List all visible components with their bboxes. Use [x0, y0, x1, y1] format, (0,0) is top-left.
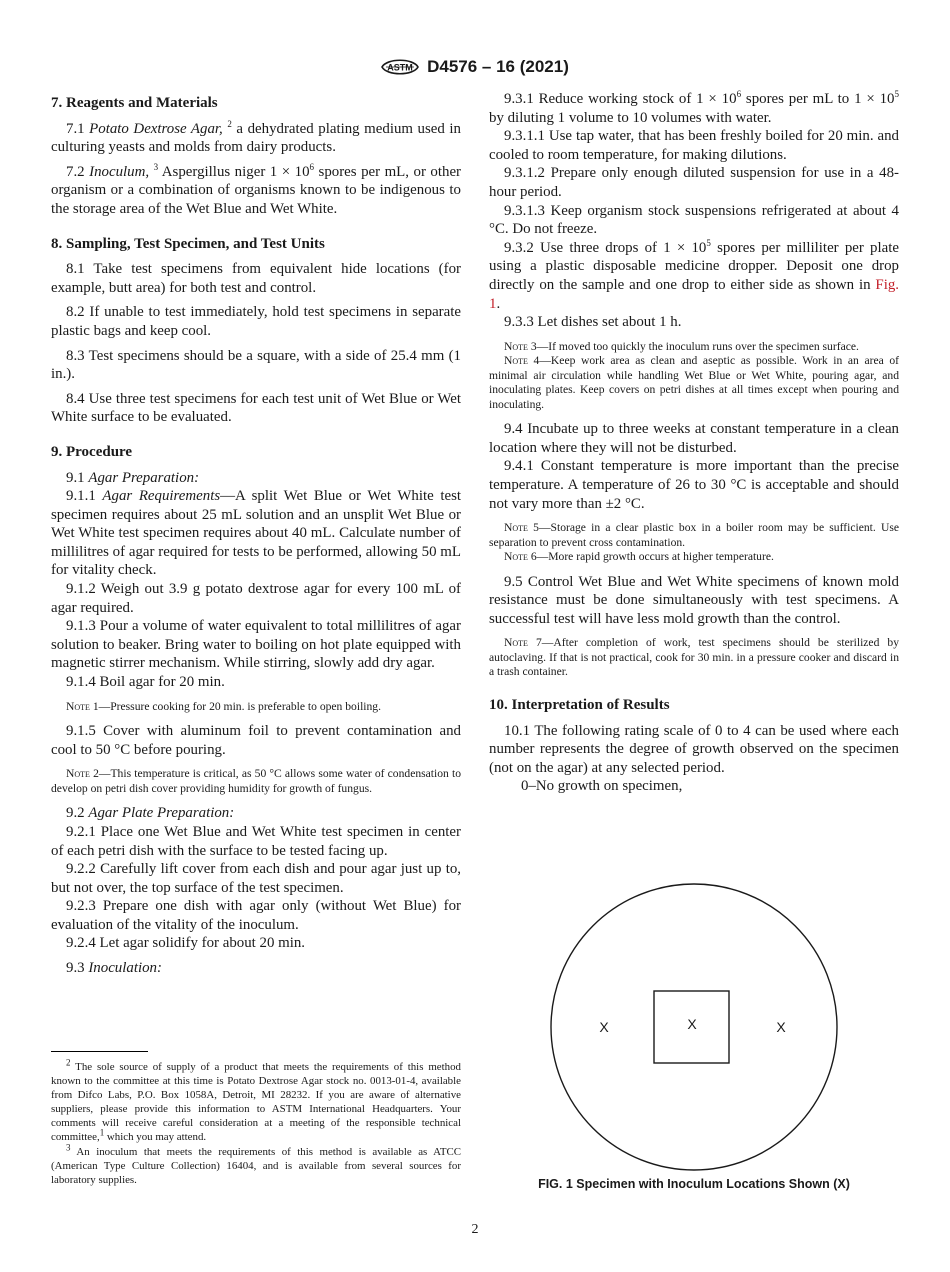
- para-7-2: 7.2 Inoculum, $^3$ Aspergillus niger $1 \times 10^6$ spores per mL, or other organism or a combination of organisms known to be indigenous to the storage area of the Wet Blue and Wet White.: [51, 161, 462, 217]
- footnote-3: $^3$ An inoculum that meets the requirements of this method is available as ATCC (American Type Culture Collection) 16404, and is available from several sources for laboratory supplies.: [51, 1141, 461, 1186]
- para-7-1: 7.1 Potato Dextrose Agar, $^2$ a dehydrated plating medium used in culturing yeasts and molds from dairy products.: [51, 118, 461, 156]
- section-9-title: 9. Procedure: [51, 443, 133, 460]
- para-9-2: 9.2 Agar Plate Preparation:: [66, 805, 235, 822]
- para-9-3-1-1: 9.3.1.1 Use tap water, that has been freshly boiled for 20 min. and cooled to room temperature, for making dilutions.: [489, 128, 899, 163]
- figure-1-diagram: [548, 882, 840, 1172]
- note-4: Note 4—Keep work area as clean and aseptic as possible. Work in an area of minimal air circulation while handling Wet Blue or Wet White, pouring agar, and inoculating plates. Keep covers on petri dishes at all times except when pouring and inoculating.: [489, 354, 900, 411]
- note-6: Note 6—More rapid growth occurs at higher temperature.: [504, 550, 774, 564]
- section-7-title: 7. Reagents and Materials: [51, 95, 218, 111]
- para-9-3-3: 9.3.3 Let dishes set about 1 h.: [504, 314, 682, 331]
- inoculum-mark-left: X: [599, 1019, 609, 1035]
- footnote-rule: [51, 1051, 148, 1052]
- para-10-1: 10.1 The following rating scale of 0 to 4 can be used where each number represents the degree of growth observed on the specimen (not on the agar) at any selected period.: [489, 722, 899, 776]
- note-2: Note 2—This temperature is critical, as 50 °C allows some water of condensation to develop on petri dish cover providing humidity for growth of fungus.: [51, 767, 461, 795]
- para-8-4: 8.4 Use three test specimens for each test unit of Wet Blue or Wet White surface to be evaluated.: [51, 390, 461, 426]
- section-8-title: 8. Sampling, Test Specimen, and Test Units: [51, 235, 325, 252]
- footnote-2: $^2$ The sole source of supply of a product that meets the requirements of this method known to the committee at this time is Potato Dextrose Agar stock no. 0013-01-4, available from Difco Labs, P.O. Box 1058A, Detroit, MI 28232. If you are aware of alternative suppliers, please provide this information to ASTM International Headquarters. Your comments will receive careful consideration at a meeting of the responsible technical committee,$^1$ which you may attend.: [51, 1057, 461, 1144]
- para-9-3-2: 9.3.2 Use three drops of $1 \times 10^5$ spores per milliliter per plate using a plastic disposable medicine dropper. Deposit one drop directly on the sample and one drop to either side as shown in Fig. 1.: [489, 237, 899, 312]
- figure-1-link[interactable]: Fig. 1: [489, 276, 899, 312]
- para-9-5: 9.5 Control Wet Blue and Wet White specimens of known mold resistance must be done simultaneously with test specimens. A successful test will have less mold growth than the control.: [489, 573, 899, 627]
- para-8-3: 8.3 Test specimens should be a square, with a side of 25.4 mm (1 in.).: [51, 347, 461, 383]
- inoculum-mark-center: X: [687, 1016, 697, 1032]
- para-9-2-3: 9.2.3 Prepare one dish with agar only (without Wet Blue) for evaluation of the vitality of the inoculum.: [51, 898, 461, 933]
- para-9-2-4: 9.2.4 Let agar solidify for about 20 min.: [66, 935, 306, 952]
- para-9-3-1: 9.3.1 Reduce working stock of $1 \times 10^6$ spores per mL to $1 \times 10^5$ by diluting 1 volume to 10 volumes with water.: [489, 89, 899, 126]
- para-9-1-2: 9.1.2 Weigh out 3.9 g potato dextrose agar for every 100 mL of agar required.: [51, 581, 461, 616]
- para-8-2: 8.2 If unable to test immediately, hold test specimens in separate plastic bags and keep cool.: [51, 304, 461, 339]
- para-9-4: 9.4 Incubate up to three weeks at constant temperature in a clean location where they will not be disturbed.: [489, 421, 899, 456]
- para-9-3-1-2: 9.3.1.2 Prepare only enough diluted suspension for use in a 48-hour period.: [489, 165, 899, 200]
- footnote-ref-3: 3: [153, 161, 159, 172]
- left-column: [51, 90, 461, 978]
- section-10-title: 10. Interpretation of Results: [489, 696, 670, 713]
- para-9-4-1: 9.4.1 Constant temperature is more important than the precise temperature. A temperature of 26 to 30 °C is acceptable and should not vary more than ±2 °C.: [489, 458, 899, 512]
- para-9-1-1: 9.1.1 Agar Requirements—A split Wet Blue or Wet White test specimen requires about 25 mL solution and an unsplit Wet Blue or Wet White test specimen requires about 40 mL. Calculate number of millilitres of agar required for tests to be performed, allowing 50 mL for vitality check.: [51, 488, 462, 579]
- document-designation: D4576 – 16 (2021): [427, 57, 569, 76]
- page-header: [0, 56, 950, 82]
- para-9-2-1: 9.2.1 Place one Wet Blue and Wet White test specimen in center of each petri dish with the surface to be tested facing up.: [51, 823, 461, 859]
- para-9-2-2: 9.2.2 Carefully lift cover from each dish and pour agar just up to, but not over, the top surface of the test specimen.: [51, 861, 461, 896]
- para-9-1-4: 9.1.4 Boil agar for 20 min.: [66, 674, 225, 691]
- para-9-1-5: 9.1.5 Cover with aluminum foil to prevent contamination and cool to 50 °C before pouring.: [51, 723, 461, 758]
- para-9-3-1-3: 9.3.1.3 Keep organism stock suspensions refrigerated at about 4 °C. Do not freeze.: [489, 202, 899, 238]
- footnotes: [51, 1057, 461, 1187]
- figure-1-caption: FIG. 1 Specimen with Inoculum Locations Shown (X): [538, 1177, 850, 1191]
- note-7: Note 7—After completion of work, test specimens should be sterilized by autoclaving. If that is not practical, cook for 30 min. in a pressure cooker and discard in a trash container.: [489, 636, 900, 679]
- rating-0: 0–No growth on specimen,: [521, 778, 683, 795]
- page-number: 2: [471, 1222, 479, 1237]
- note-5: Note 5—Storage in a clear plastic box in a boiler room may be sufficient. Use separation to prevent cross contamination.: [489, 521, 899, 549]
- inoculum-mark-right: X: [776, 1019, 786, 1035]
- para-8-1: 8.1 Take test specimens from equivalent hide locations (for example, butt area) for both test and control.: [51, 261, 461, 296]
- para-9-3: 9.3 Inoculation:: [66, 960, 162, 977]
- note-1: Note 1—Pressure cooking for 20 min. is preferable to open boiling.: [66, 699, 382, 713]
- right-column: [489, 90, 899, 796]
- astm-logo-icon: [381, 56, 419, 78]
- footnote-ref-2: 2: [227, 118, 232, 129]
- para-9-1: 9.1 Agar Preparation:: [66, 469, 200, 486]
- logo-lettering: ASTM: [387, 62, 413, 73]
- note-3: Note 3—If moved too quickly the inoculum runs over the specimen surface.: [504, 339, 859, 353]
- para-9-1-3: 9.1.3 Pour a volume of water equivalent to total millilitres of agar solution to beaker. Bring water to boiling on hot plate equipped with magnetic stirrer mechanism. While stirring, slowly add dry agar.: [51, 618, 461, 672]
